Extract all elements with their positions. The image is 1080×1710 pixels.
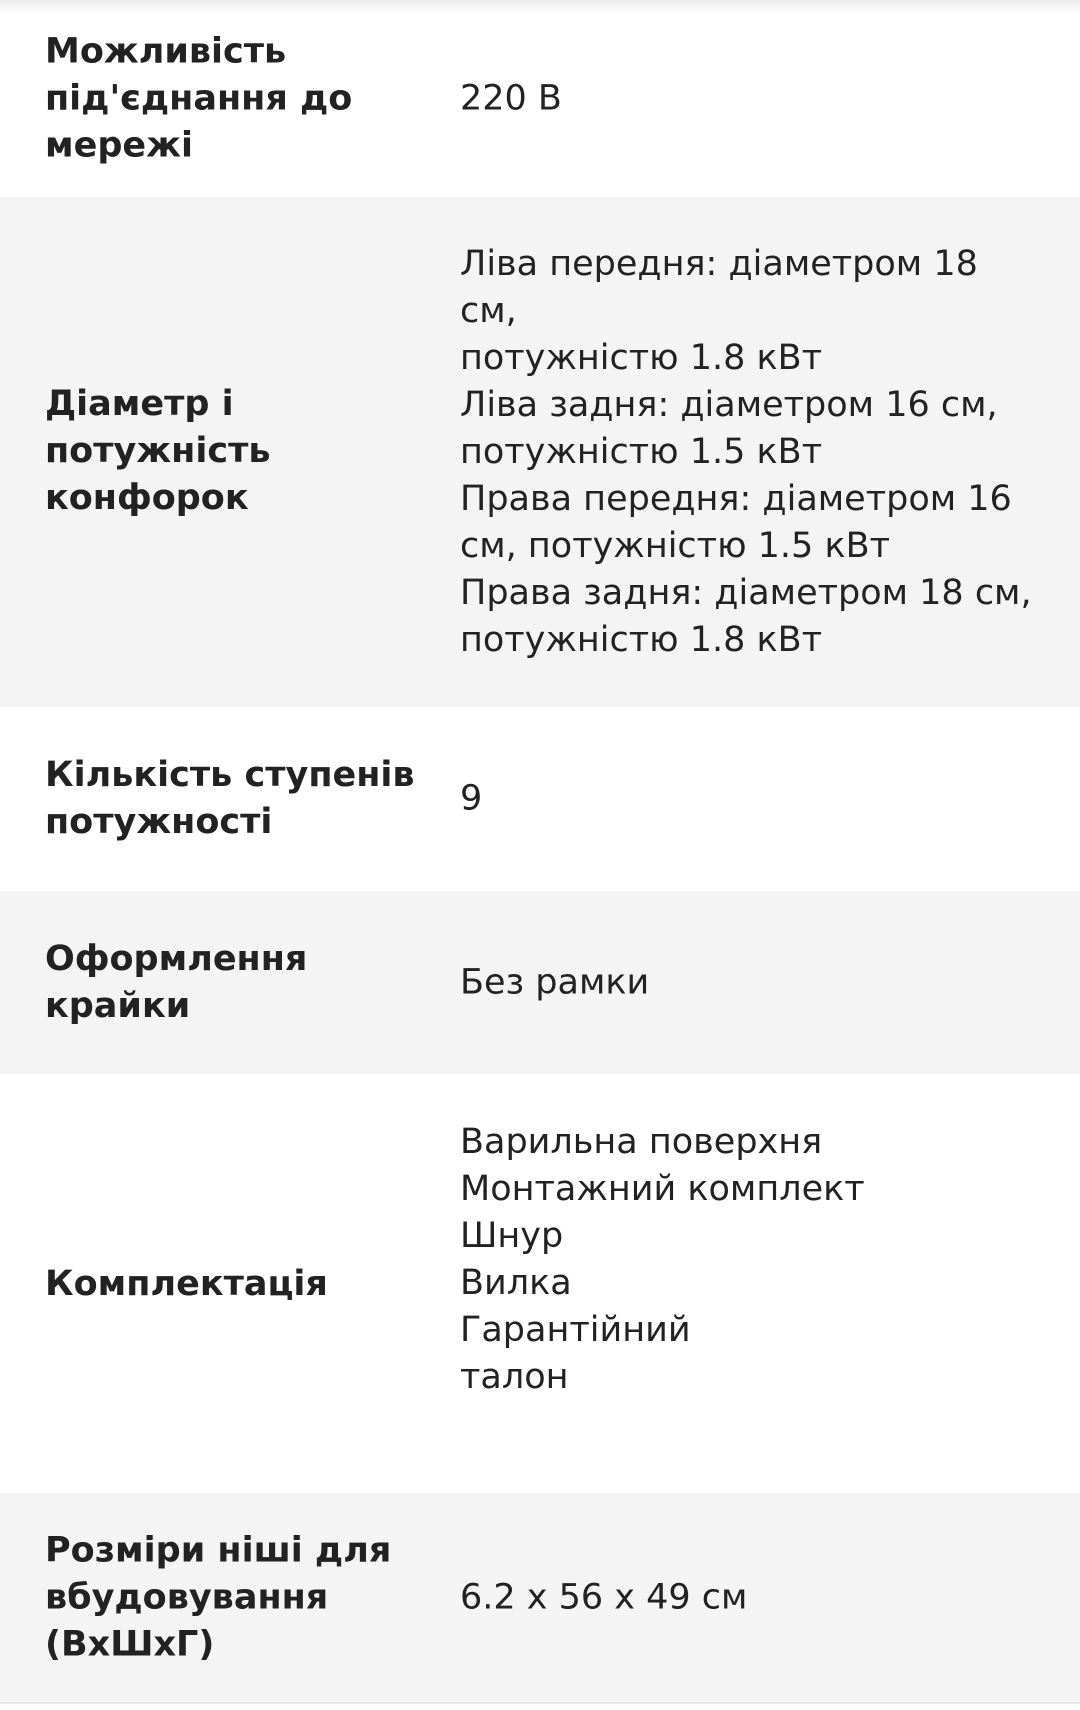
- spec-value-line: Гарантійний: [460, 1310, 691, 1350]
- spec-value: [460, 241, 1040, 664]
- spec-value: [460, 75, 1040, 122]
- spec-row-package-contents: [0, 1074, 1080, 1493]
- spec-value-line: Варильна поверхня: [460, 1122, 823, 1162]
- spec-value: [460, 776, 1040, 823]
- spec-row-niche-dimensions: [0, 1493, 1080, 1702]
- spec-row-power-connection: [0, 0, 1080, 197]
- table-bottom-divider: [0, 1702, 1080, 1704]
- spec-value: [460, 959, 1040, 1006]
- spec-name: Можливість під'єднання до мережі: [45, 31, 353, 165]
- spec-value-line: 220 В: [460, 78, 562, 118]
- spec-name: Кількість ступенів потужності: [45, 755, 415, 842]
- spec-value-line: потужністю 1.8 кВт: [460, 620, 823, 660]
- spec-value-line: 6.2 х 56 х 49 см: [460, 1577, 748, 1617]
- spec-value: [460, 1574, 1040, 1621]
- spec-value-line: потужністю 1.8 кВт: [460, 338, 823, 378]
- spec-value-line: Шнур: [460, 1216, 564, 1256]
- spec-value-line: Ліва передня: діаметром 18 см,: [460, 244, 978, 331]
- spec-value-line: 9: [460, 778, 483, 819]
- spec-value-line: Права задня: діаметром 18 см,: [460, 573, 1032, 613]
- spec-name: Діаметр і потужність конфорок: [45, 384, 271, 518]
- spec-value-line: Права передня: діаметром 16: [460, 479, 1012, 519]
- spec-name: Розміри ніші для вбудовування (ВхШхГ): [45, 1530, 392, 1664]
- spec-row-power-levels: [0, 707, 1080, 891]
- spec-value-line: Монтажний комплект: [460, 1169, 865, 1209]
- spec-row-burner-diameter-power: [0, 197, 1080, 707]
- spec-value-line: Без рамки: [460, 962, 650, 1002]
- spec-name: Оформлення крайки: [45, 938, 308, 1026]
- spec-value-line: талон: [460, 1357, 569, 1397]
- spec-value: [460, 1119, 1040, 1401]
- spec-value-line: Вилка: [460, 1263, 572, 1303]
- spec-name: Комплектація: [45, 1264, 328, 1304]
- spec-row-edge-design: [0, 891, 1080, 1074]
- spec-value-line: потужністю 1.5 кВт: [460, 432, 823, 472]
- spec-value-line: см, потужністю 1.5 кВт: [460, 526, 890, 566]
- spec-value-line: Ліва задня: діаметром 16 см,: [460, 385, 998, 425]
